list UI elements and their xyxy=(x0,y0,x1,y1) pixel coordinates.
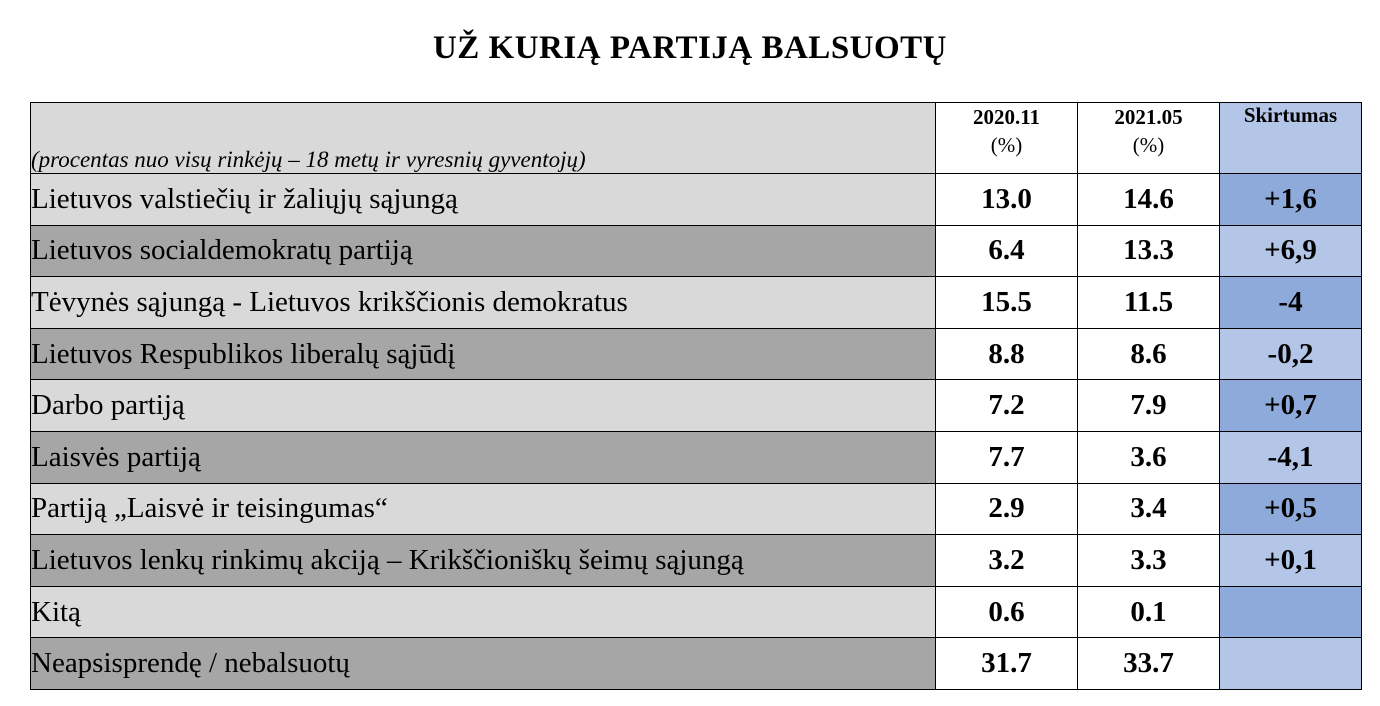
value-2021: 8.6 xyxy=(1078,328,1220,380)
difference-value: -4 xyxy=(1220,277,1362,329)
value-2021: 0.1 xyxy=(1078,586,1220,638)
party-name: Darbo partiją xyxy=(31,380,936,432)
table-row xyxy=(31,225,1362,277)
party-name: Lietuvos Respublikos liberalų sąjūdį xyxy=(31,328,936,380)
party-name: Lietuvos socialdemokratų partiją xyxy=(31,225,936,277)
value-2020: 8.8 xyxy=(936,328,1078,380)
column-header-2021-label: 2021.05 xyxy=(1114,105,1183,129)
party-name: Neapsisprendę / nebalsuotų xyxy=(31,638,936,690)
difference-value: +1,6 xyxy=(1220,174,1362,226)
value-2021: 33.7 xyxy=(1078,638,1220,690)
value-2020: 3.2 xyxy=(936,535,1078,587)
column-header-2021 xyxy=(1078,103,1220,174)
column-header-difference: Skirtumas xyxy=(1220,103,1362,174)
column-header-2020-label: 2020.11 xyxy=(972,105,1041,129)
party-name: Tėvynės sąjungą - Lietuvos krikščionis demokratus xyxy=(31,277,936,329)
table-subtitle: (procentas nuo visų rinkėjų – 18 metų ir vyresnių gyventojų) xyxy=(31,103,936,174)
table-row xyxy=(31,380,1362,432)
value-2020: 0.6 xyxy=(936,586,1078,638)
column-header-2020 xyxy=(936,103,1078,174)
value-2021: 3.4 xyxy=(1078,483,1220,535)
value-2021: 13.3 xyxy=(1078,225,1220,277)
difference-value xyxy=(1220,586,1362,638)
difference-value: +0,7 xyxy=(1220,380,1362,432)
party-name: Lietuvos valstiečių ir žaliųjų sąjungą xyxy=(31,174,936,226)
party-name: Kitą xyxy=(31,586,936,638)
difference-value xyxy=(1220,638,1362,690)
value-2020: 13.0 xyxy=(936,174,1078,226)
value-2021: 3.6 xyxy=(1078,431,1220,483)
table-row xyxy=(31,586,1362,638)
difference-value: -0,2 xyxy=(1220,328,1362,380)
difference-value: +6,9 xyxy=(1220,225,1362,277)
value-2020: 7.7 xyxy=(936,431,1078,483)
party-name: Laisvės partiją xyxy=(31,431,936,483)
table-row xyxy=(31,174,1362,226)
table-row xyxy=(31,328,1362,380)
difference-value: -4,1 xyxy=(1220,431,1362,483)
value-2020: 15.5 xyxy=(936,277,1078,329)
party-name: Partiją „Laisvė ir teisingumas“ xyxy=(31,483,936,535)
difference-value: +0,5 xyxy=(1220,483,1362,535)
value-2020: 6.4 xyxy=(936,225,1078,277)
poll-table xyxy=(30,102,1362,690)
table-row xyxy=(31,277,1362,329)
value-2021: 11.5 xyxy=(1078,277,1220,329)
value-2020: 2.9 xyxy=(936,483,1078,535)
party-name: Lietuvos lenkų rinkimų akciją – Krikščioniškų šeimų sąjungą xyxy=(31,535,936,587)
value-2021: 3.3 xyxy=(1078,535,1220,587)
column-header-2020-unit: (%) xyxy=(990,133,1023,157)
table-row xyxy=(31,638,1362,690)
table-row xyxy=(31,483,1362,535)
page-title: UŽ KURIĄ PARTIJĄ BALSUOTŲ xyxy=(432,30,948,66)
value-2020: 31.7 xyxy=(936,638,1078,690)
table-row xyxy=(31,431,1362,483)
value-2020: 7.2 xyxy=(936,380,1078,432)
difference-value: +0,1 xyxy=(1220,535,1362,587)
column-header-2021-unit: (%) xyxy=(1132,133,1165,157)
table-row xyxy=(31,535,1362,587)
value-2021: 14.6 xyxy=(1078,174,1220,226)
value-2021: 7.9 xyxy=(1078,380,1220,432)
table-header-row xyxy=(31,103,1362,174)
